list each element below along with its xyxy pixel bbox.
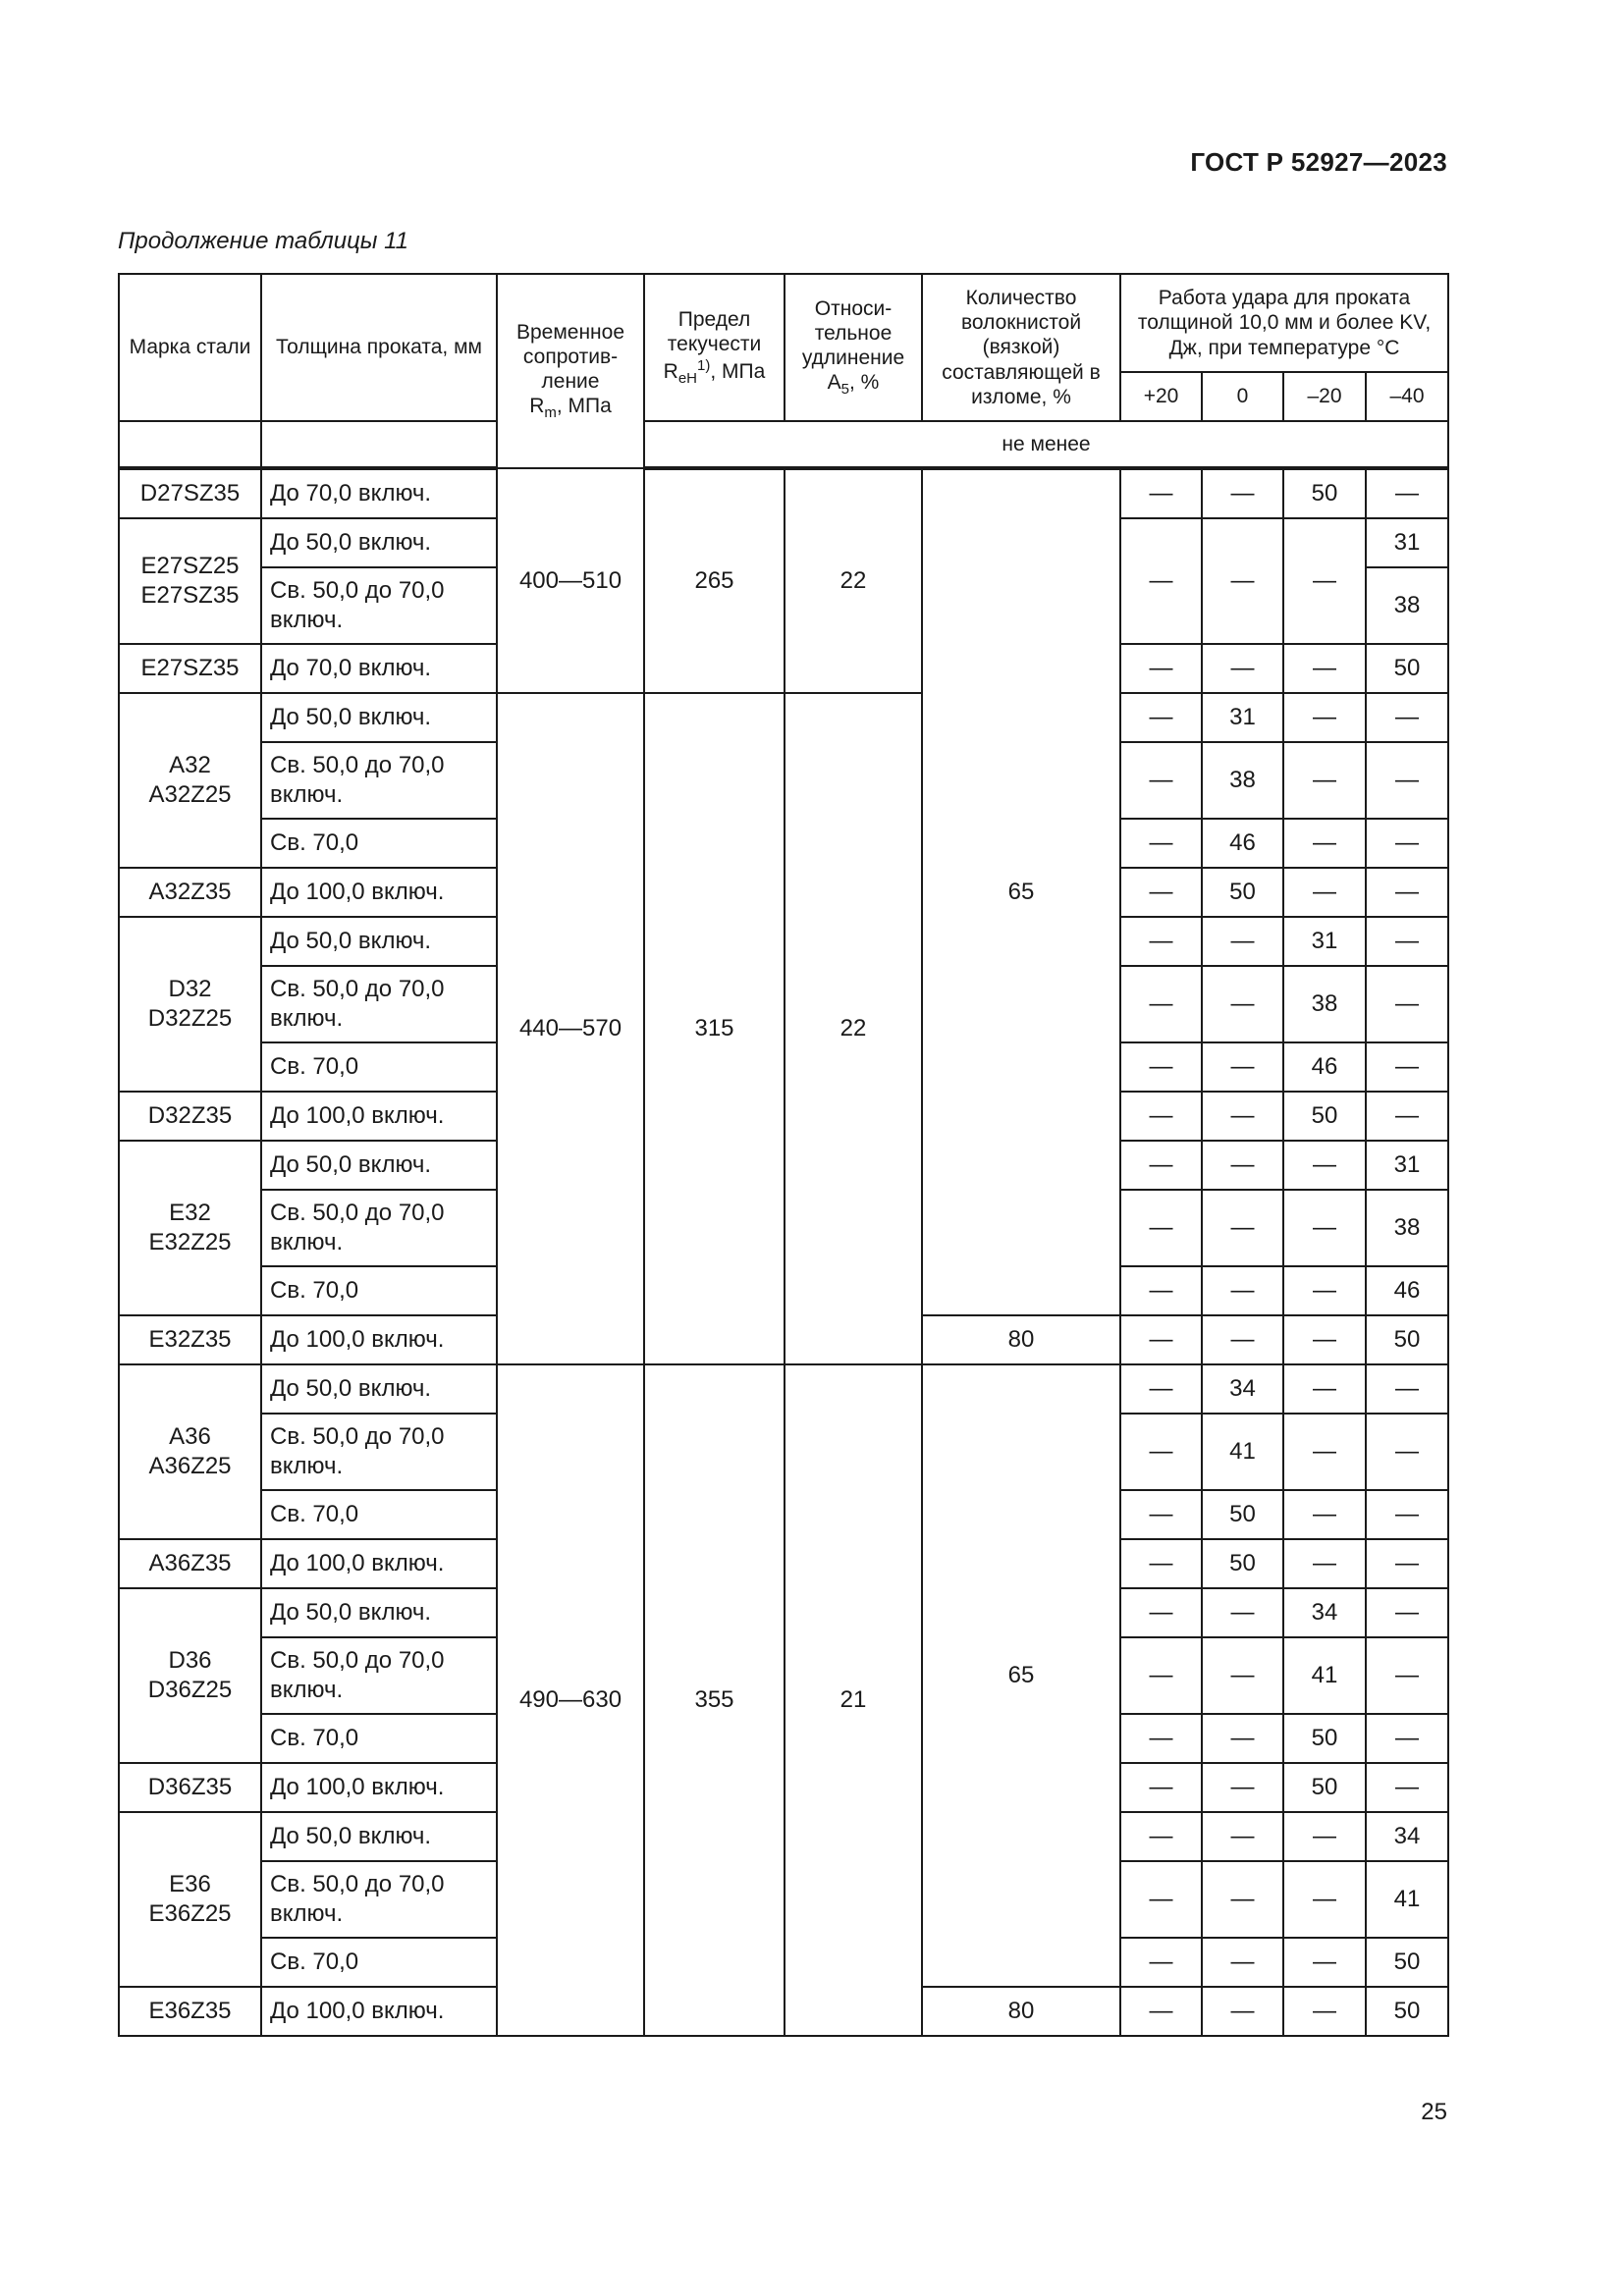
kv-cell: —: [1120, 1490, 1202, 1539]
thickness-cell: Св. 70,0: [261, 1042, 497, 1092]
grade-cell: E36 E36Z25: [119, 1812, 261, 1987]
thickness-cell: Св. 50,0 до 70,0 включ.: [261, 1414, 497, 1490]
fiber-cell: 80: [922, 1315, 1120, 1364]
kv-cell: —: [1283, 1364, 1366, 1414]
thickness-cell: До 50,0 включ.: [261, 1364, 497, 1414]
kv-cell: —: [1283, 518, 1366, 644]
thickness-cell: До 100,0 включ.: [261, 1763, 497, 1812]
header-temp: –40: [1366, 372, 1448, 421]
kv-cell: —: [1283, 693, 1366, 742]
kv-cell: —: [1120, 1812, 1202, 1861]
header-temp: 0: [1202, 372, 1283, 421]
kv-cell: —: [1120, 1141, 1202, 1190]
kv-cell: —: [1120, 1092, 1202, 1141]
kv-cell: —: [1120, 1637, 1202, 1714]
header-grade: Марка стали: [119, 274, 261, 421]
thickness-cell: До 100,0 включ.: [261, 1092, 497, 1141]
kv-cell: 50: [1366, 644, 1448, 693]
tensile-cell: 400—510: [497, 468, 644, 693]
thickness-cell: Св. 50,0 до 70,0 включ.: [261, 1190, 497, 1266]
header-blank: [119, 421, 261, 468]
kv-cell: —: [1120, 1588, 1202, 1637]
thickness-cell: До 50,0 включ.: [261, 1141, 497, 1190]
kv-cell: 46: [1366, 1266, 1448, 1315]
kv-cell: —: [1283, 1539, 1366, 1588]
kv-cell: —: [1283, 742, 1366, 819]
kv-cell: —: [1120, 1861, 1202, 1938]
kv-cell: —: [1366, 1539, 1448, 1588]
kv-cell: —: [1283, 1141, 1366, 1190]
kv-cell: —: [1366, 1588, 1448, 1637]
grade-cell: E32 E32Z25: [119, 1141, 261, 1315]
thickness-cell: До 50,0 включ.: [261, 917, 497, 966]
kv-cell: —: [1366, 1364, 1448, 1414]
kv-cell: —: [1366, 468, 1448, 518]
grade-cell: A36Z35: [119, 1539, 261, 1588]
kv-cell: —: [1366, 1414, 1448, 1490]
grade-cell: D36 D36Z25: [119, 1588, 261, 1763]
kv-cell: —: [1120, 1763, 1202, 1812]
kv-cell: 31: [1283, 917, 1366, 966]
thickness-cell: До 50,0 включ.: [261, 518, 497, 567]
grade-cell: E32Z35: [119, 1315, 261, 1364]
kv-cell: —: [1366, 966, 1448, 1042]
kv-cell: —: [1283, 1190, 1366, 1266]
tensile-cell: 490—630: [497, 1364, 644, 2036]
grade-cell: E27SZ25 E27SZ35: [119, 518, 261, 644]
kv-cell: —: [1366, 1490, 1448, 1539]
kv-cell: —: [1283, 1414, 1366, 1490]
kv-cell: 50: [1202, 868, 1283, 917]
thickness-cell: Св. 50,0 до 70,0 включ.: [261, 567, 497, 644]
thickness-cell: До 70,0 включ.: [261, 468, 497, 518]
kv-cell: —: [1202, 1190, 1283, 1266]
kv-cell: —: [1202, 966, 1283, 1042]
thickness-cell: До 70,0 включ.: [261, 644, 497, 693]
kv-cell: 31: [1202, 693, 1283, 742]
kv-cell: —: [1366, 1092, 1448, 1141]
yield-cell: 355: [644, 1364, 785, 2036]
kv-cell: —: [1120, 742, 1202, 819]
kv-cell: —: [1283, 1490, 1366, 1539]
elongation-cell: 21: [785, 1364, 922, 2036]
kv-cell: —: [1202, 1092, 1283, 1141]
kv-cell: 34: [1366, 1812, 1448, 1861]
kv-cell: —: [1283, 868, 1366, 917]
kv-cell: —: [1202, 1714, 1283, 1763]
thickness-cell: Св. 50,0 до 70,0 включ.: [261, 742, 497, 819]
thickness-cell: Св. 50,0 до 70,0 включ.: [261, 1861, 497, 1938]
kv-cell: —: [1366, 1042, 1448, 1092]
grade-cell: E27SZ35: [119, 644, 261, 693]
min-note: не менее: [644, 421, 1448, 468]
kv-cell: 50: [1283, 468, 1366, 518]
kv-cell: —: [1202, 1315, 1283, 1364]
kv-cell: 41: [1366, 1861, 1448, 1938]
kv-cell: —: [1283, 1812, 1366, 1861]
header-blank: [261, 421, 497, 468]
kv-cell: —: [1283, 1266, 1366, 1315]
header-impact: Работа удара для проката толщиной 10,0 мм и более KV, Дж, при температуре °С: [1120, 274, 1448, 372]
header-fiber: Количество волокнистой (вязкой) составляющей в изломе, %: [922, 274, 1120, 421]
kv-cell: —: [1202, 518, 1283, 644]
kv-cell: 50: [1202, 1490, 1283, 1539]
kv-cell: —: [1366, 917, 1448, 966]
kv-cell: —: [1202, 1141, 1283, 1190]
grade-cell: E36Z35: [119, 1987, 261, 2036]
yield-cell: 315: [644, 693, 785, 1364]
kv-cell: —: [1283, 1987, 1366, 2036]
kv-cell: —: [1202, 1861, 1283, 1938]
kv-cell: —: [1366, 693, 1448, 742]
properties-table: [118, 273, 1449, 2037]
kv-cell: —: [1283, 1315, 1366, 1364]
grade-cell: A32 A32Z25: [119, 693, 261, 868]
kv-cell: —: [1120, 868, 1202, 917]
kv-cell: —: [1202, 1042, 1283, 1092]
kv-cell: 31: [1366, 1141, 1448, 1190]
kv-cell: —: [1366, 742, 1448, 819]
kv-cell: —: [1283, 1938, 1366, 1987]
kv-cell: —: [1366, 1763, 1448, 1812]
kv-cell: —: [1120, 917, 1202, 966]
kv-cell: 34: [1283, 1588, 1366, 1637]
kv-cell: —: [1120, 644, 1202, 693]
kv-cell: 38: [1366, 1190, 1448, 1266]
kv-cell: 50: [1202, 1539, 1283, 1588]
kv-cell: 50: [1366, 1938, 1448, 1987]
grade-cell: D32Z35: [119, 1092, 261, 1141]
kv-cell: —: [1120, 1364, 1202, 1414]
kv-cell: 46: [1283, 1042, 1366, 1092]
kv-cell: —: [1202, 1938, 1283, 1987]
header-temp: +20: [1120, 372, 1202, 421]
kv-cell: —: [1120, 1190, 1202, 1266]
kv-cell: —: [1120, 518, 1202, 644]
kv-cell: —: [1120, 1987, 1202, 2036]
thickness-cell: До 50,0 включ.: [261, 1588, 497, 1637]
thickness-cell: До 100,0 включ.: [261, 1539, 497, 1588]
kv-cell: —: [1120, 819, 1202, 868]
header-tensile: Временное сопротив-ление $R_m$, МПа: [497, 274, 644, 468]
kv-cell: 50: [1366, 1315, 1448, 1364]
kv-cell: —: [1120, 1414, 1202, 1490]
thickness-cell: Св. 70,0: [261, 1490, 497, 1539]
header-temp: –20: [1283, 372, 1366, 421]
kv-cell: 38: [1202, 742, 1283, 819]
kv-cell: 38: [1283, 966, 1366, 1042]
kv-cell: —: [1202, 1266, 1283, 1315]
kv-cell: 34: [1202, 1364, 1283, 1414]
thickness-cell: До 50,0 включ.: [261, 693, 497, 742]
kv-cell: —: [1202, 644, 1283, 693]
elongation-cell: 22: [785, 693, 922, 1364]
thickness-cell: До 100,0 включ.: [261, 1987, 497, 2036]
kv-cell: —: [1202, 1588, 1283, 1637]
thickness-cell: До 100,0 включ.: [261, 1315, 497, 1364]
kv-cell: —: [1120, 693, 1202, 742]
header-yield: Предел текучести $R_{eH}^{1)}$, МПа: [644, 274, 785, 421]
kv-cell: —: [1202, 1763, 1283, 1812]
thickness-cell: Св. 70,0: [261, 1714, 497, 1763]
kv-cell: —: [1366, 819, 1448, 868]
document-id: ГОСТ Р 52927—2023: [1190, 147, 1447, 177]
thickness-cell: Св. 50,0 до 70,0 включ.: [261, 966, 497, 1042]
kv-cell: —: [1120, 1938, 1202, 1987]
kv-cell: —: [1120, 1714, 1202, 1763]
kv-cell: —: [1366, 868, 1448, 917]
fiber-cell: 80: [922, 1987, 1120, 2036]
kv-cell: 50: [1283, 1714, 1366, 1763]
table-caption: Продолжение таблицы 11: [118, 228, 409, 254]
page-number: 25: [1421, 2099, 1447, 2125]
fiber-cell: 65: [922, 468, 1120, 1315]
kv-cell: —: [1366, 1714, 1448, 1763]
kv-cell: —: [1283, 644, 1366, 693]
grade-cell: D27SZ35: [119, 468, 261, 518]
kv-cell: —: [1366, 1637, 1448, 1714]
kv-cell: —: [1202, 1637, 1283, 1714]
kv-cell: 50: [1283, 1763, 1366, 1812]
kv-cell: 50: [1366, 1987, 1448, 2036]
kv-cell: —: [1120, 966, 1202, 1042]
kv-cell: —: [1120, 1315, 1202, 1364]
thickness-cell: Св. 50,0 до 70,0 включ.: [261, 1637, 497, 1714]
kv-cell: —: [1120, 468, 1202, 518]
thickness-cell: До 100,0 включ.: [261, 868, 497, 917]
tensile-cell: 440—570: [497, 693, 644, 1364]
header-elongation: Относи-тельное удлинение $A_5$, %: [785, 274, 922, 421]
thickness-cell: Св. 70,0: [261, 1938, 497, 1987]
grade-cell: D36Z35: [119, 1763, 261, 1812]
kv-cell: —: [1202, 1812, 1283, 1861]
grade-cell: A32Z35: [119, 868, 261, 917]
kv-cell: —: [1120, 1266, 1202, 1315]
thickness-cell: Св. 70,0: [261, 819, 497, 868]
grade-cell: A36 A36Z25: [119, 1364, 261, 1539]
kv-cell: 46: [1202, 819, 1283, 868]
elongation-cell: 22: [785, 468, 922, 693]
kv-cell: —: [1202, 917, 1283, 966]
kv-cell: 38: [1366, 567, 1448, 644]
fiber-cell: 65: [922, 1364, 1120, 1987]
header-thickness: Толщина проката, мм: [261, 274, 497, 421]
yield-cell: 265: [644, 468, 785, 693]
kv-cell: —: [1202, 1987, 1283, 2036]
kv-cell: —: [1283, 1861, 1366, 1938]
kv-cell: 50: [1283, 1092, 1366, 1141]
kv-cell: —: [1120, 1042, 1202, 1092]
kv-cell: —: [1202, 468, 1283, 518]
kv-cell: 41: [1283, 1637, 1366, 1714]
kv-cell: 31: [1366, 518, 1448, 567]
kv-cell: 41: [1202, 1414, 1283, 1490]
thickness-cell: До 50,0 включ.: [261, 1812, 497, 1861]
thickness-cell: Св. 70,0: [261, 1266, 497, 1315]
kv-cell: —: [1283, 819, 1366, 868]
grade-cell: D32 D32Z25: [119, 917, 261, 1092]
kv-cell: —: [1120, 1539, 1202, 1588]
